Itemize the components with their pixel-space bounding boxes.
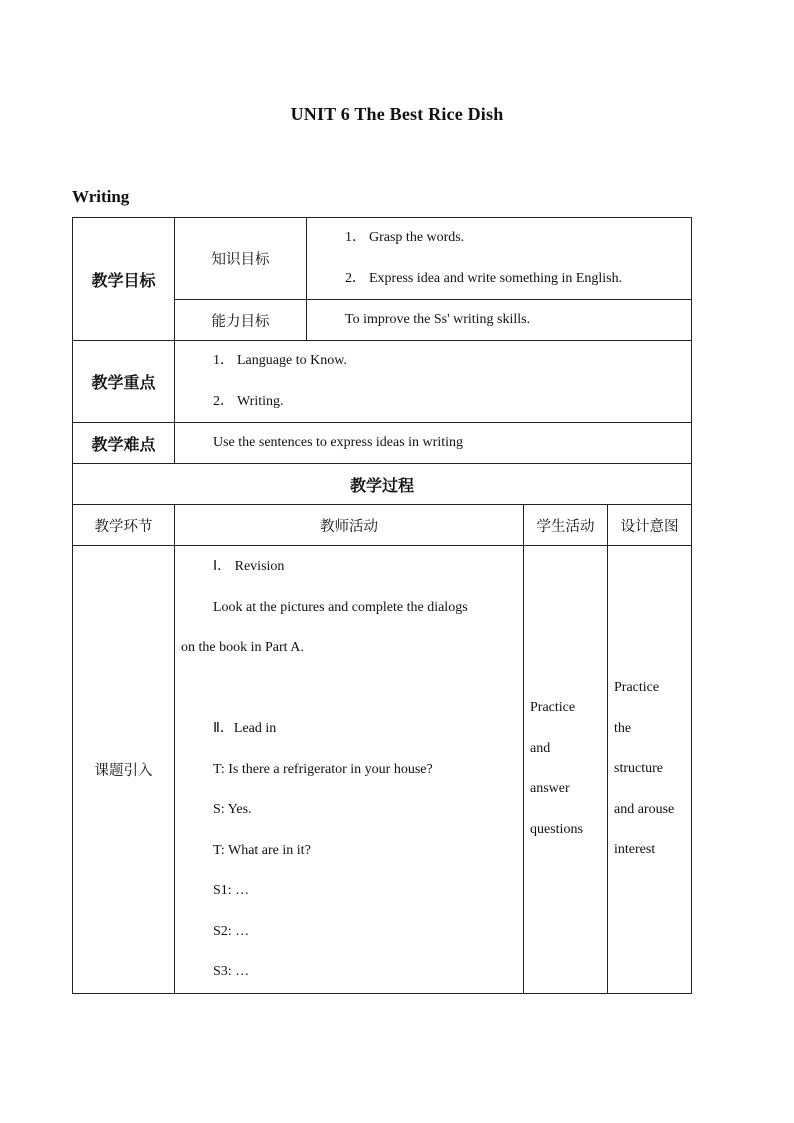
teacher-line: Ⅰ． Revision bbox=[213, 559, 285, 574]
student-activity bbox=[524, 546, 608, 994]
difficult-points-label: 教学难点 bbox=[73, 423, 175, 464]
intent-line: the bbox=[614, 720, 632, 736]
key-point-item: 1． Language to Know. bbox=[213, 353, 347, 368]
header-stage: 教学环节 bbox=[73, 505, 175, 546]
teacher-line: Look at the pictures and complete the dialogs bbox=[213, 599, 468, 615]
key-point-item: 2． Writing. bbox=[213, 393, 284, 409]
intent-line: interest bbox=[614, 842, 656, 857]
teacher-line: S3: … bbox=[213, 964, 250, 979]
knowledge-item: 1． Grasp the words. bbox=[345, 230, 465, 245]
lesson-plan-table bbox=[72, 217, 692, 994]
stage-label: 课题引入 bbox=[73, 546, 175, 994]
ability-text: To improve the Ss' writing skills. bbox=[307, 300, 692, 341]
section-heading: Writing bbox=[72, 187, 130, 206]
teacher-line: S1: … bbox=[213, 883, 250, 898]
process-heading-row bbox=[73, 464, 692, 505]
key-points-label: 教学重点 bbox=[73, 341, 175, 423]
intent-line: Practice bbox=[614, 680, 660, 695]
teacher-line: T: Is there a refrigerator in your house? bbox=[213, 761, 433, 777]
teacher-line bbox=[175, 669, 523, 710]
teacher-line: S2: … bbox=[213, 923, 250, 939]
knowledge-item: 2． Express idea and write something in English. bbox=[345, 270, 623, 286]
design-intent bbox=[608, 546, 692, 994]
objectives-label: 教学目标 bbox=[73, 218, 175, 341]
process-content-row bbox=[73, 546, 692, 994]
teacher-line: S: Yes. bbox=[213, 802, 252, 817]
header-design-intent: 设计意图 bbox=[608, 505, 692, 546]
difficult-points-text: Use the sentences to express ideas in writing bbox=[175, 423, 692, 464]
teacher-line: T: What are in it? bbox=[213, 842, 311, 858]
difficult-points-row bbox=[73, 423, 692, 464]
intent-line: and arouse bbox=[614, 801, 675, 817]
knowledge-items bbox=[307, 218, 692, 300]
intent-line: structure bbox=[614, 761, 663, 776]
document-title: UNIT 6 The Best Rice Dish bbox=[290, 104, 504, 124]
student-line: Practice bbox=[530, 700, 576, 716]
key-points-row bbox=[73, 341, 692, 423]
student-line: answer bbox=[530, 781, 570, 797]
ability-label: 能力目标 bbox=[175, 300, 307, 341]
teacher-activity bbox=[175, 546, 524, 994]
header-student-activity: 学生活动 bbox=[524, 505, 608, 546]
student-line: and bbox=[530, 740, 551, 756]
teacher-line: Ⅱ．Lead in bbox=[213, 721, 277, 736]
objectives-row-knowledge bbox=[73, 218, 692, 300]
student-line: questions bbox=[530, 821, 583, 837]
header-teacher-activity: 教师活动 bbox=[175, 505, 524, 546]
process-header-row bbox=[73, 505, 692, 546]
key-points-items bbox=[175, 341, 692, 423]
process-heading: 教学过程 bbox=[73, 464, 692, 505]
teacher-line: on the book in Part A. bbox=[181, 640, 304, 655]
knowledge-label: 知识目标 bbox=[175, 218, 307, 300]
